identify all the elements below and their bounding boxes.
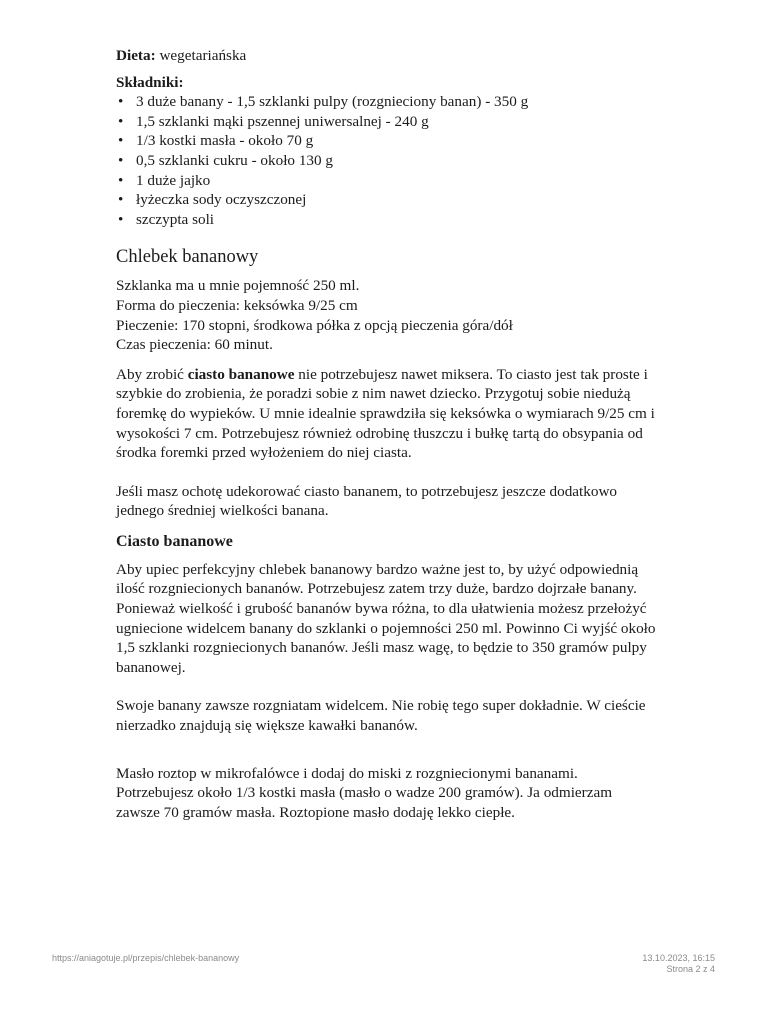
footer-url: https://aniagotuje.pl/przepis/chlebek-bananowy <box>52 953 240 963</box>
ingredient-item <box>116 131 656 151</box>
ingredient-text: 1,5 szklanki mąki pszennej uniwersalnej - 240 g <box>136 112 429 130</box>
bullet-icon: • <box>118 112 124 130</box>
bullet-icon: • <box>118 210 124 228</box>
ingredient-item <box>116 190 656 210</box>
diet-value: wegetariańska <box>159 47 247 64</box>
section-title: Ciasto bananowe <box>116 532 233 550</box>
diet-line <box>116 46 656 66</box>
ingredient-text: 1 duże jajko <box>136 171 211 189</box>
spec-line: Pieczenie: 170 stopni, środkowa półka z opcją pieczenia góra/dół <box>116 316 513 334</box>
intro-text-rest: nie potrzebujesz nawet miksera. To ciasto jest tak proste i szybkie do zrobienia, że poradzi sobie z nim nawet dziecko. Przygotuj sobie niedużą foremkę do wypieków. U mnie idealnie sprawdziła się keksówka o wymiarach 9/25 cm i wysokości 7 cm. Potrzebujesz również odrobinę tłuszczu i bułkę tartą do obsypania od środka foremki przed wyłożeniem do niej ciasta. <box>116 365 655 462</box>
recipe-specs <box>116 276 656 354</box>
intro-text-start: Aby zrobić <box>116 365 188 383</box>
recipe-title: Chlebek bananowy <box>116 247 259 268</box>
ingredient-text: 0,5 szklanki cukru - około 130 g <box>136 151 333 169</box>
ingredients-list <box>116 92 656 229</box>
section-paragraph: Swoje banany zawsze rozgniatam widelcem. Nie robię tego super dokładnie. W cieście nierzadko znajdują się większe kawałki bananów. <box>116 697 646 735</box>
ingredient-item <box>116 112 656 132</box>
spec-line: Szklanka ma u mnie pojemność 250 ml. <box>116 277 360 295</box>
bullet-icon: • <box>118 132 124 150</box>
footer-meta <box>642 953 715 975</box>
bullet-icon: • <box>118 191 124 209</box>
intro-paragraph <box>116 365 656 463</box>
footer-datetime: 13.10.2023, 16:15 <box>642 953 715 963</box>
bullet-icon: • <box>118 151 124 169</box>
spec-line: Czas pieczenia: 60 minut. <box>116 336 273 354</box>
diet-label: Dieta: <box>116 47 156 64</box>
document-page <box>116 46 656 822</box>
ingredient-item <box>116 171 656 191</box>
ingredient-item <box>116 151 656 171</box>
spec-line: Forma do pieczenia: keksówka 9/25 cm <box>116 296 358 314</box>
section-paragraph: Masło roztop w mikrofalówce i dodaj do miski z rozgniecionymi bananami. Potrzebujesz około 1/3 kostki masła (masło o wadze 200 gramów). Ja odmierzam zawsze 70 gramów masła. Roztopione masło dodaję lekko ciepłe. <box>116 764 613 821</box>
section-paragraph: Aby upiec perfekcyjny chlebek bananowy bardzo ważne jest to, by użyć odpowiednią ilość rozgniecionych bananów. Potrzebujesz zatem trzy duże, bardzo dojrzałe banany. Ponieważ wielkość i grubość bananów bywa różna, to dla ułatwienia możesz przełożyć ugniecione widelcem banany do szklanki o pojemności 250 ml. Powinno Ci wyjść około 1,5 szklanki rozgniecionych bananów. Jeśli masz wagę, to będzie to 350 gramów pulpy bananowej. <box>116 560 656 676</box>
footer-page-number: Strona 2 z 4 <box>666 964 715 974</box>
intro-bold-text: ciasto bananowe <box>187 365 295 383</box>
ingredient-text: łyżeczka sody oczyszczonej <box>136 191 307 209</box>
ingredient-text: 1/3 kostki masła - około 70 g <box>136 132 314 150</box>
ingredient-item <box>116 210 656 230</box>
decorate-paragraph: Jeśli masz ochotę udekorować ciasto bananem, to potrzebujesz jeszcze dodatkowo jednego średniej wielkości banana. <box>116 482 618 520</box>
bullet-icon: • <box>118 171 124 189</box>
ingredient-text: szczypta soli <box>136 210 215 228</box>
ingredient-item <box>116 92 656 112</box>
ingredients-title: Składniki: <box>116 73 184 91</box>
ingredient-text: 3 duże banany - 1,5 szklanki pulpy (rozgnieciony banan) - 350 g <box>136 93 529 111</box>
bullet-icon: • <box>118 93 124 111</box>
